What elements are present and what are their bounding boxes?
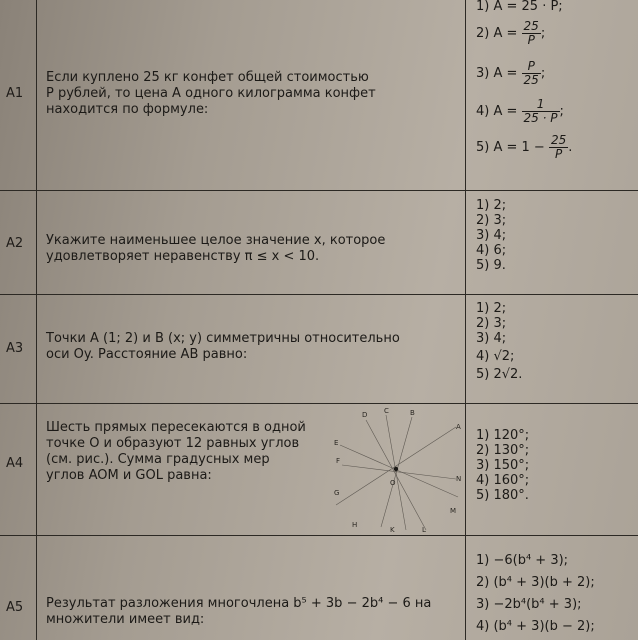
option-5: 5) 9. (476, 258, 506, 273)
question-text-a1 (46, 70, 460, 118)
answer-options-a1 (476, 0, 636, 170)
question-number-a3: A3 (6, 341, 24, 356)
option-2: 2) (b⁴ + 3)(b + 2); (476, 575, 595, 590)
fraction (522, 20, 541, 47)
question-text-a5 (46, 596, 470, 628)
question-text-a2 (46, 233, 460, 265)
question-number-a5: A5 (6, 600, 24, 615)
text-line: (см. рис.). Сумма градусных мер (46, 452, 270, 467)
option-3: 3) 150°; (476, 458, 530, 473)
denominator: 25 · P (523, 111, 558, 125)
label-k: K (390, 526, 395, 534)
row-divider-4 (0, 535, 638, 536)
text-line: Точки A (1; 2) и B (x; y) симметричны относительно (46, 331, 400, 346)
question-text-a3 (46, 331, 460, 363)
option-3: 3) −2b⁴(b⁴ + 3); (476, 597, 582, 612)
row-divider-1 (0, 190, 638, 191)
option-prefix: 4) A = (476, 104, 518, 119)
option-1: 1) 2; (476, 301, 507, 316)
label-l: L (422, 526, 426, 534)
numerator: P (522, 60, 541, 74)
label-n: N (456, 475, 462, 483)
numerator: 25 (523, 19, 539, 33)
option-1: 1) −6(b⁴ + 3); (476, 553, 569, 568)
text-line: точке O и образуют 12 равных углов (46, 436, 300, 451)
option-5: 5) 180°. (476, 488, 529, 503)
point-o-marker (394, 467, 398, 471)
figure-lines (336, 415, 458, 530)
question-number-a2: A2 (6, 236, 24, 251)
answer-options-a3 (476, 301, 636, 382)
denominator: 25 (523, 73, 539, 87)
option-4: 4) A = $\frac{1}{25 \cdot P}$ ; (476, 97, 564, 125)
label-o: O (390, 479, 396, 487)
question-number-a1: A1 (6, 86, 24, 101)
option-5: 5) 2√2. (476, 367, 523, 382)
text-line: множители имеет вид: (46, 612, 205, 627)
option-1: 1) 2; (476, 198, 507, 213)
answer-options-a2 (476, 198, 636, 273)
option-3: 3) 4; (476, 331, 507, 346)
option-4: 4) (b⁴ + 3)(b − 2); (476, 619, 595, 634)
option-prefix: 5) A = 1 − (476, 140, 545, 155)
line-d-l (366, 420, 426, 530)
option-prefix: 3) A = (476, 66, 518, 81)
option-prefix: 2) A = (476, 26, 518, 41)
label-b: B (410, 409, 415, 417)
text-line: удовлетворяет неравенству π ≤ x < 10. (46, 249, 320, 264)
lines-figure (326, 405, 466, 535)
label-h: H (352, 521, 358, 529)
option-1: 1) 120°; (476, 428, 530, 443)
line-f-n (342, 465, 456, 479)
text-line: Результат разложения многочлена b⁵ + 3b − 2b⁴ − 6 на (46, 596, 432, 611)
option-4: 4) 160°; (476, 473, 530, 488)
fraction (549, 134, 568, 161)
text-line: находится по формуле: (46, 102, 209, 117)
option-4: 4) 6; (476, 243, 507, 258)
option-2: 2) A = $\frac{25}{P}$ ; (476, 19, 546, 47)
line-a-g (336, 427, 456, 505)
fraction (522, 98, 560, 125)
option-3: 3) A = $\frac{P}{25}$ ; (476, 59, 546, 87)
question-text-a4 (46, 420, 326, 484)
column-divider-right (465, 0, 466, 640)
denominator: P (554, 147, 563, 161)
label-e: E (334, 439, 339, 447)
denominator: P (527, 33, 535, 47)
label-c: C (384, 407, 389, 415)
text-line: углов AOM и GOL равна: (46, 468, 212, 483)
text-line: Укажите наименьшее целое значение x, которое (46, 233, 386, 248)
text-line: P рублей, то цена A одного килограмма конфет (46, 86, 376, 101)
label-f: F (336, 457, 341, 465)
numerator: 1 (522, 98, 560, 112)
question-number-a4: A4 (6, 456, 24, 471)
text-line: оси Oy. Расстояние AB равно: (46, 347, 248, 362)
text-line: Шесть прямых пересекаются в одной (46, 420, 306, 435)
option-2: 2) 3; (476, 213, 507, 228)
numerator: 25 (550, 133, 567, 147)
text-line: Если куплено 25 кг конфет общей стоимостью (46, 70, 369, 85)
label-a: A (456, 423, 461, 431)
option-2: 2) 130°; (476, 443, 530, 458)
line-b-h (381, 417, 412, 527)
fraction (522, 60, 541, 87)
answer-options-a5 (476, 550, 636, 638)
row-divider-3 (0, 403, 638, 404)
option-5: 5) A = 1 − $\frac{25}{P}$ . (476, 133, 573, 161)
label-m: M (450, 507, 457, 515)
row-divider-2 (0, 294, 638, 295)
option-4: 4) √2; (476, 349, 515, 364)
column-divider-left (36, 0, 37, 640)
option-1: 1) A = 25 · P; (476, 0, 563, 14)
option-2: 2) 3; (476, 316, 507, 331)
label-d: D (362, 411, 368, 419)
answer-options-a4 (476, 428, 636, 503)
option-3: 3) 4; (476, 228, 507, 243)
label-g: G (334, 489, 340, 497)
